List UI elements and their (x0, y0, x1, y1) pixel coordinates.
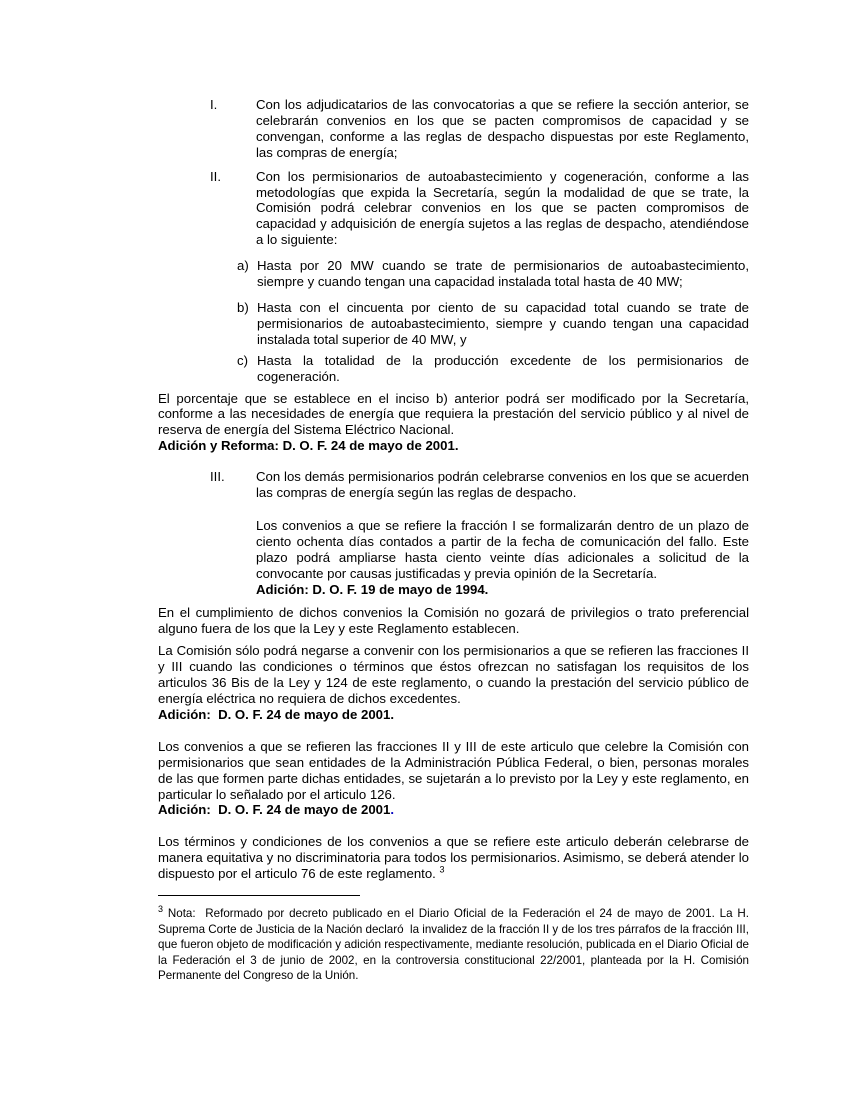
list-item-text: Con los demás permisionarios podrán celebrarse convenios en los que se acuerden las compras de energía según las reglas de despacho. (256, 469, 749, 501)
letter-marker: a) (237, 258, 249, 274)
list-item-text: Hasta la totalidad de la producción excedente de los permisionarios de cogeneración. (257, 352, 749, 384)
list-item-text: Hasta con el cincuenta por ciento de su capacidad total cuando se trate de permisionarios de autoabastecimiento, siempre y cuando tengan una capacidad instalada total superior de 40 MW, y (257, 299, 749, 347)
footnote-3 (158, 904, 753, 984)
footnote-separator-rule (158, 895, 360, 896)
list-item-letter-c (158, 353, 749, 385)
document-content (158, 97, 753, 984)
roman-numeral-marker: I. (210, 97, 218, 112)
letter-marker: b) (237, 299, 249, 315)
amendment-note-adicion-2001-b (158, 802, 749, 818)
list-item-letter-b (158, 300, 749, 348)
amendment-note-adicion-1994: Adición: D. O. F. 19 de mayo de 1994. (256, 581, 489, 597)
paragraph-fraccion-i: Los convenios a que se refiere la fracción I se formalizarán dentro de un plazo de ciento ochenta días contados a partir de la fecha de comunicación del fallo. Este plazo podrá ampliarse hasta ciento veinte días adicionales a solicitud de la convocante por causas justificadas y previa opinión de la Secretaría. (256, 517, 749, 581)
blue-period: . (390, 802, 394, 818)
roman-numeral-marker: III. (210, 469, 225, 485)
roman-numeral-marker: II. (210, 168, 221, 184)
paragraph-porcentaje: El porcentaje que se establece en el inciso b) anterior podrá ser modificado por la Secretaría, conforme a las necesidades de energía que requiera la prestación del servicio público y al nivel de reserva de energía del Sistema Eléctrico Nacional. (158, 390, 749, 438)
list-item-text: Hasta por 20 MW cuando se trate de permisionarios de autoabastecimiento, siempre y cuando tengan una capacidad instalada total hasta de 40 MW; (257, 258, 749, 290)
amendment-note-adicion-reforma-2001: Adición y Reforma: D. O. F. 24 de mayo de 2001. (158, 438, 459, 454)
list-item-roman-2 (158, 169, 749, 249)
list-item-text: Con los adjudicatarios de las convocatorias a que se refiere la sección anterior, se celebrarán convenios en los que se pacten compromisos de capacidad y se convengan, conforme a las reglas de despacho dispuestas por este Reglamento, las compras de energía; (256, 97, 749, 160)
amendment-note-adicion-2001-a: Adición: D. O. F. 24 de mayo de 2001. (158, 706, 394, 722)
paragraph-comision-negarse: La Comisión sólo podrá negarse a convenir con los permisionarios a que se refieren las fracciones II y III cuando las condiciones o términos que éstos ofrezcan no satisfagan los requisitos de los articulos 36 Bis de la Ley y 124 de este reglamento, o cuando la prestación del servicio público de energía eléctrica no requiera de dichos excedentes. (158, 643, 749, 706)
footnote-number: 3 (158, 904, 164, 915)
letter-marker: c) (237, 352, 248, 368)
list-item-letter-a (158, 258, 749, 290)
paragraph-terminos (158, 834, 749, 882)
paragraph-terminos-text: Los términos y condiciones de los convenios a que se refiere este articulo deberán celebrarse de manera equitativa y no discriminatoria para todos los permisionarios. Asimismo, se deberá atender lo dispuesto por el articulo 76 de este reglamento. (158, 834, 749, 882)
paragraph-cumplimiento: En el cumplimiento de dichos convenios la Comisión no gozará de privilegios o trato preferencial alguno fuera de los que la Ley y este Reglamento establecen. (158, 605, 749, 637)
list-item-roman-1 (158, 97, 749, 161)
list-item-roman-3 (158, 469, 749, 501)
list-item-text: Con los permisionarios de autoabastecimiento y cogeneración, conforme a las metodologías que expida la Secretaría, según la modalidad de que se trate, la Comisión podrá celebrar convenios en los que se pacten compromisos de capacidad y adquisición de energía sujetos a las reglas de despacho, atendiéndose a lo siguiente: (256, 168, 749, 248)
footnote-text: Nota: Reformado por decreto publicado en el Diario Oficial de la Federación el 24 de mayo de 2001. La H. Suprema Corte de Justicia de la Nación declaró la invalidez de la fracción II y de los tres párrafos de la fracción III, que fueron objeto de modificación y adición respectivamente, mediante resolución, publicada en el Diario Oficial de la Federación el 3 de junio de 2002, en la controversia constitucional 22/2001, planteada por la H. Comisión Permanente del Congreso de la Unión. (158, 907, 753, 983)
footnote-reference-3: 3 (439, 864, 445, 875)
paragraph-convenios-fracciones: Los convenios a que se refieren las fracciones II y III de este articulo que celebre la Comisión con permisionarios que sean entidades de la Administración Pública Federal, o bien, personas morales de las que formen parte dichas entidades, se sujetarán a lo previsto por la Ley y este reglamento, en particular lo señalado por el articulo 126. (158, 738, 749, 802)
amendment-note-text: Adición: D. O. F. 24 de mayo de 2001 (158, 802, 391, 818)
